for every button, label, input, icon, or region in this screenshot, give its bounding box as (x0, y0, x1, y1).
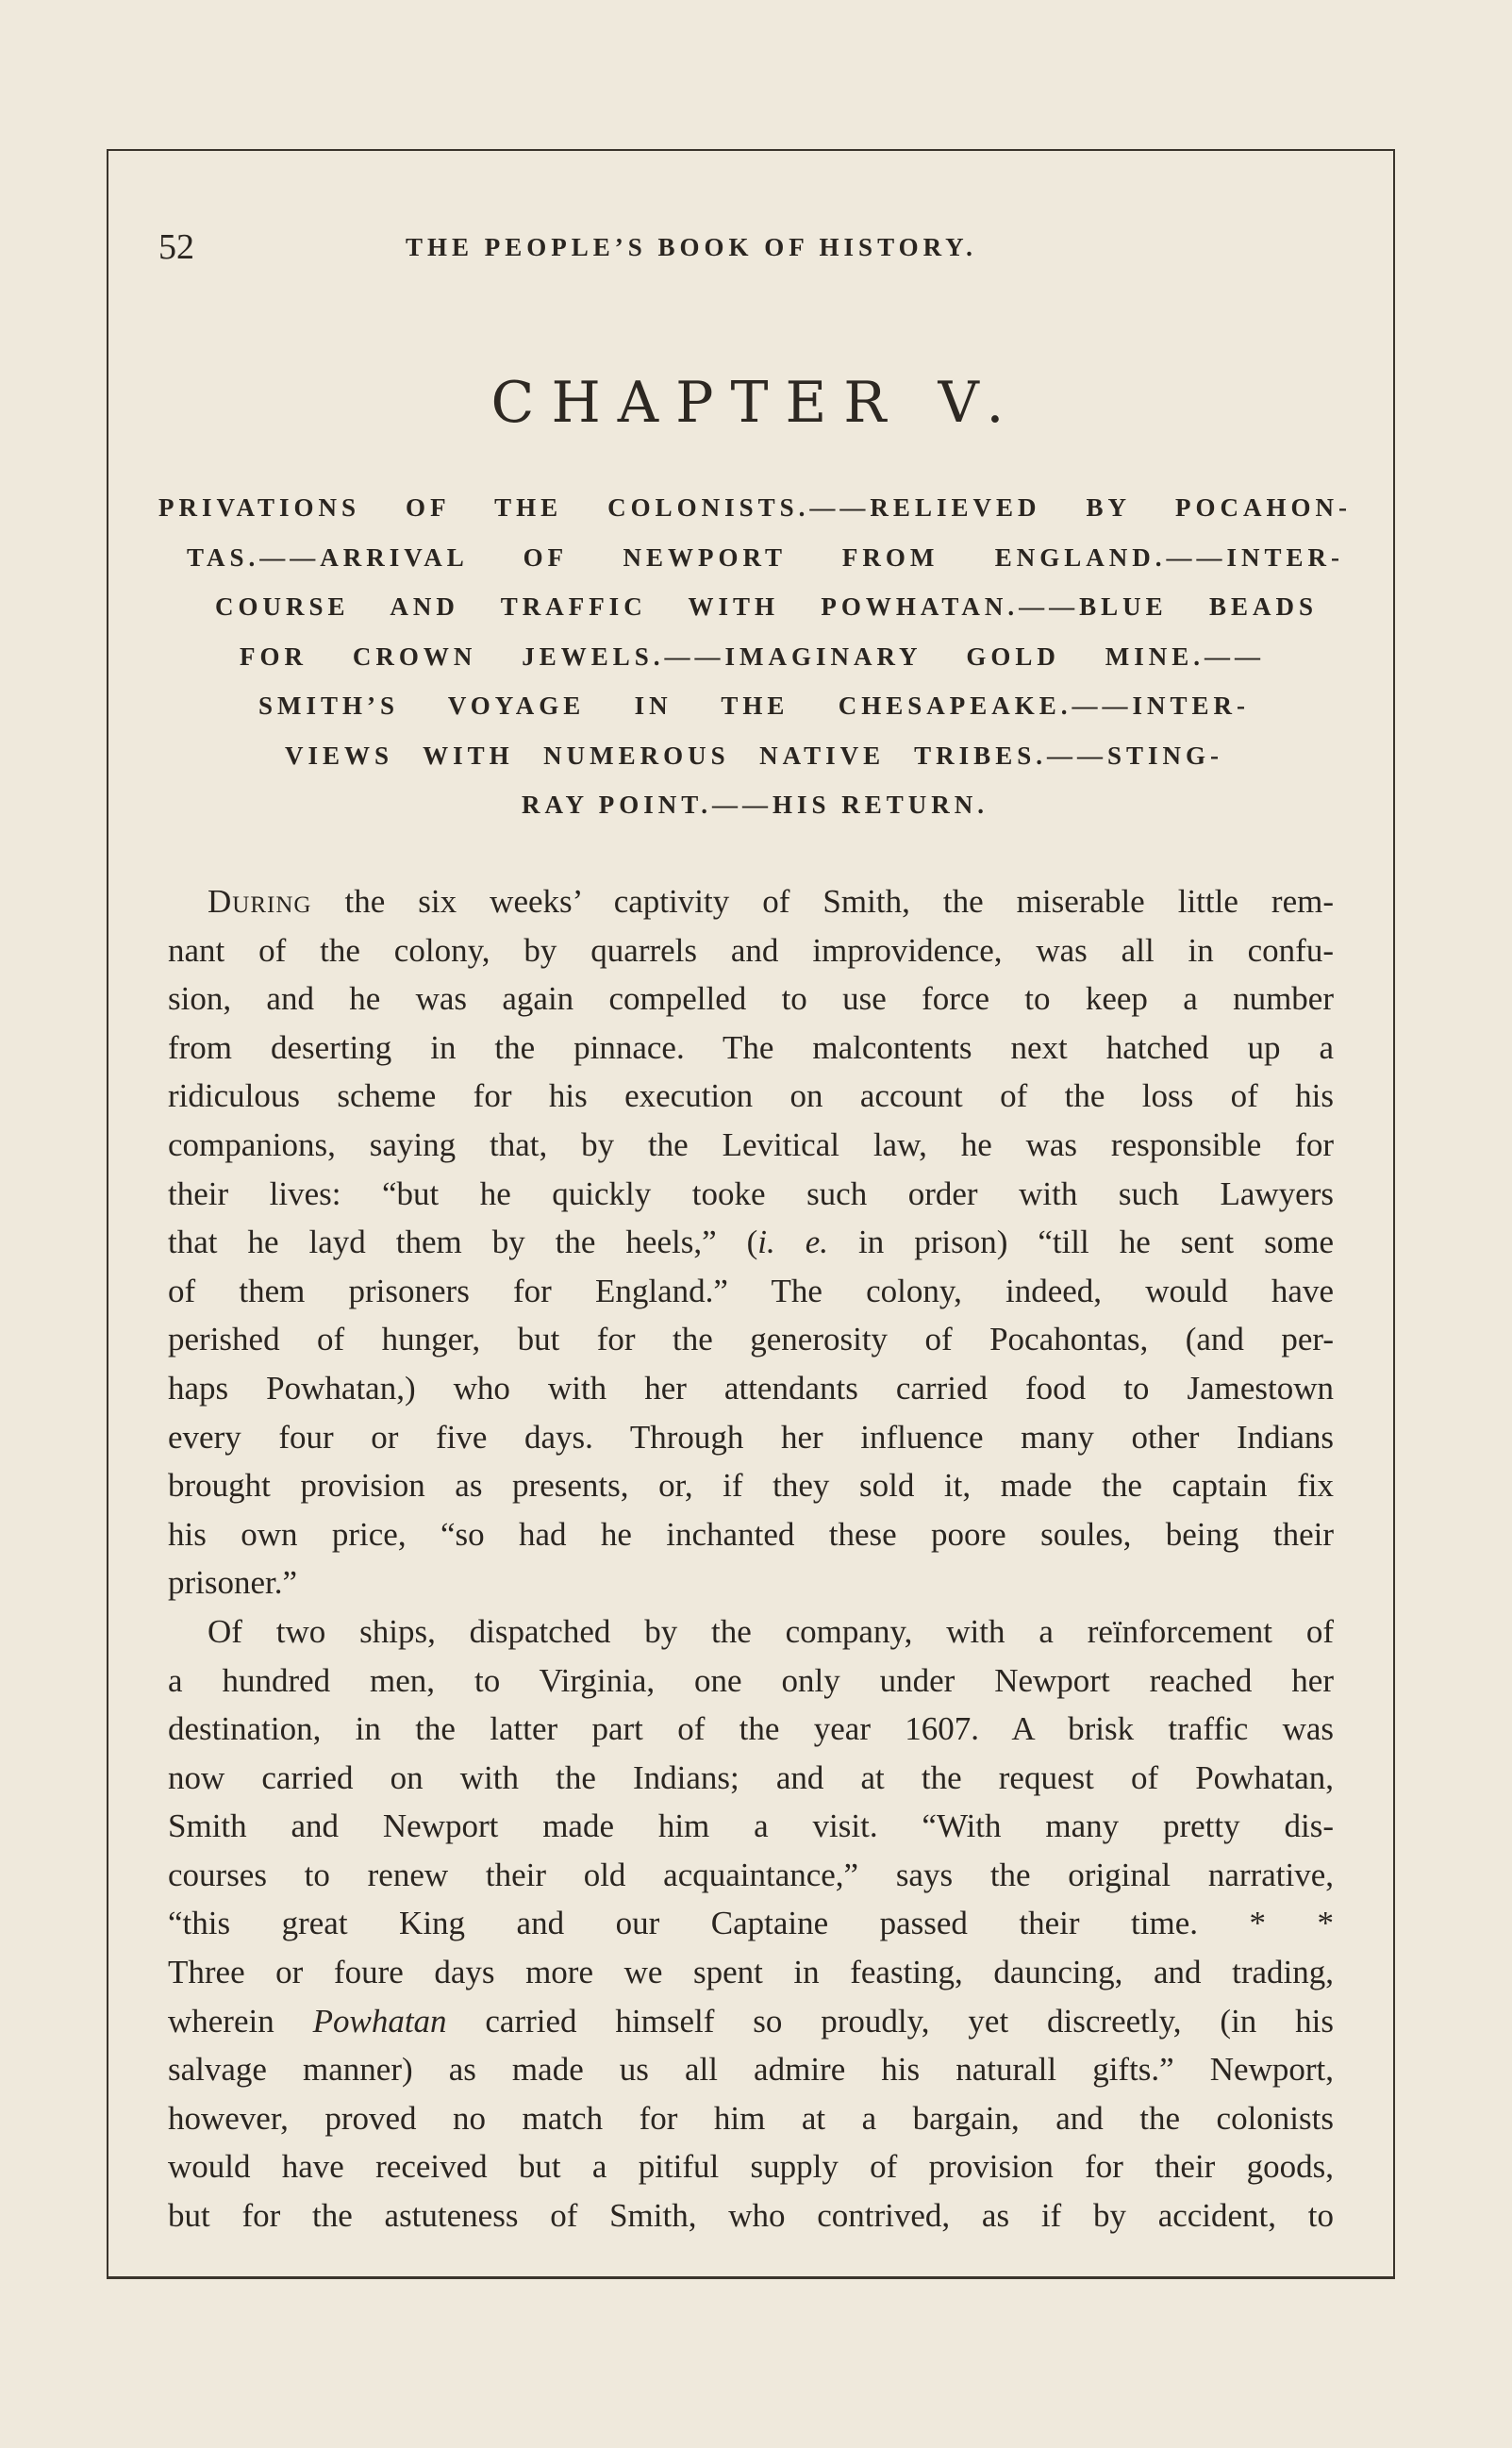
summary-line: RAY POINT.——HIS RETURN. (521, 791, 989, 819)
text-span: “this great King and our Captaine passed their time. (168, 1905, 1199, 1942)
text-span: the six weeks’ captivity of Smith, the miserable little rem- (311, 883, 1334, 920)
text-line: Smith and Newport made him a visit. “With many pretty dis- (168, 1807, 1334, 1845)
text-line: but for the astuteness of Smith, who contrived, as if by accident, to (168, 2197, 1334, 2235)
text-line: Three or foure days more we spent in feasting, dauncing, and trading, (168, 1954, 1334, 1991)
text-span: that he layd them by the heels,” ( (168, 1224, 758, 1261)
text-line: their lives: “but he quickly tooke such order with such Lawyers (168, 1174, 1334, 1212)
text-span-italic: i. e. (757, 1224, 828, 1261)
text-line (168, 1997, 1334, 2046)
text-line: companions, saying that, by the Levitical law, he was responsible for (168, 1125, 1334, 1163)
text-line: a hundred men, to Virginia, one only under Newport reached her (168, 1661, 1334, 1699)
text-line: ridiculous scheme for his execution on account of the loss of his (168, 1077, 1334, 1115)
ellipsis-stars: * * (1249, 1905, 1335, 1942)
text-line: brought provision as presents, or, if they sold it, made the captain fix (168, 1467, 1334, 1505)
text-line: courses to renew their old acquaintance,” says the original narrative, (168, 1856, 1334, 1893)
summary-line: FOR CROWN JEWELS.——IMAGINARY GOLD MINE.—— (240, 641, 1265, 671)
summary-line: COURSE AND TRAFFIC WITH POWHATAN.——BLUE BEADS (215, 592, 1318, 621)
text-line: his own price, “so had he inchanted these poore soules, being their (168, 1515, 1334, 1553)
text-line (168, 877, 1334, 926)
paragraph-1 (168, 877, 1334, 1607)
summary-line: VIEWS WITH NUMEROUS NATIVE TRIBES.——STING- (285, 741, 1223, 770)
text-span: carried himself so proudly, yet discreetly, (in his (446, 2002, 1334, 2040)
drop-word: During (208, 883, 312, 920)
text-line: however, proved no match for him at a bargain, and the colonists (168, 2099, 1334, 2137)
text-span-italic: Powhatan (312, 2002, 447, 2040)
text-line: perished of hunger, but for the generosity of Pocahontas, (and per- (168, 1321, 1334, 1358)
text-line: now carried on with the Indians; and at the request of Powhatan, (168, 1758, 1334, 1796)
page-number: 52 (158, 227, 194, 267)
chapter-title: CHAPTER V. (490, 370, 1022, 436)
text-line: prisoner.” (168, 1564, 298, 1602)
summary-line: PRIVATIONS OF THE COLONISTS.——RELIEVED BY POCAHON- (158, 493, 1352, 522)
running-head (158, 219, 1338, 275)
text-line: nant of the colony, by quarrels and improvidence, was all in confu- (168, 931, 1334, 969)
text-span: wherein (168, 2002, 313, 2040)
text-line (168, 1218, 1334, 1267)
text-line: sion, and he was again compelled to use force to keep a number (168, 980, 1334, 1018)
text-span: in prison) “till he sent some (828, 1224, 1334, 1261)
text-line: salvage manner) as made us all admire his naturall gifts.” Newport, (168, 2051, 1334, 2089)
text-line: from deserting in the pinnace. The malcontents next hatched up a (168, 1028, 1334, 1066)
chapter-summary (158, 483, 1352, 830)
summary-line: SMITH’S VOYAGE IN THE CHESAPEAKE.——INTER- (258, 691, 1250, 720)
running-title: THE PEOPLE’S BOOK OF HISTORY. (406, 233, 977, 261)
text-line: destination, in the latter part of the year 1607. A brisk traffic was (168, 1710, 1334, 1748)
text-line: would have received but a pitiful supply of provision for their goods, (168, 2148, 1334, 2186)
text-line: haps Powhatan,) who with her attendants carried food to Jamestown (168, 1369, 1334, 1407)
text-line: every four or five days. Through her influence many other Indians (168, 1418, 1334, 1456)
paragraph-2 (168, 1607, 1334, 2240)
body-text (168, 877, 1334, 2240)
text-line: of them prisoners for England.” The colony, indeed, would have (168, 1272, 1334, 1309)
text-line: Of two ships, dispatched by the company, with a reïnforcement of (208, 1612, 1334, 1650)
summary-line: TAS.——ARRIVAL OF NEWPORT FROM ENGLAND.——INTER- (187, 542, 1344, 572)
text-line (168, 1899, 1334, 1948)
